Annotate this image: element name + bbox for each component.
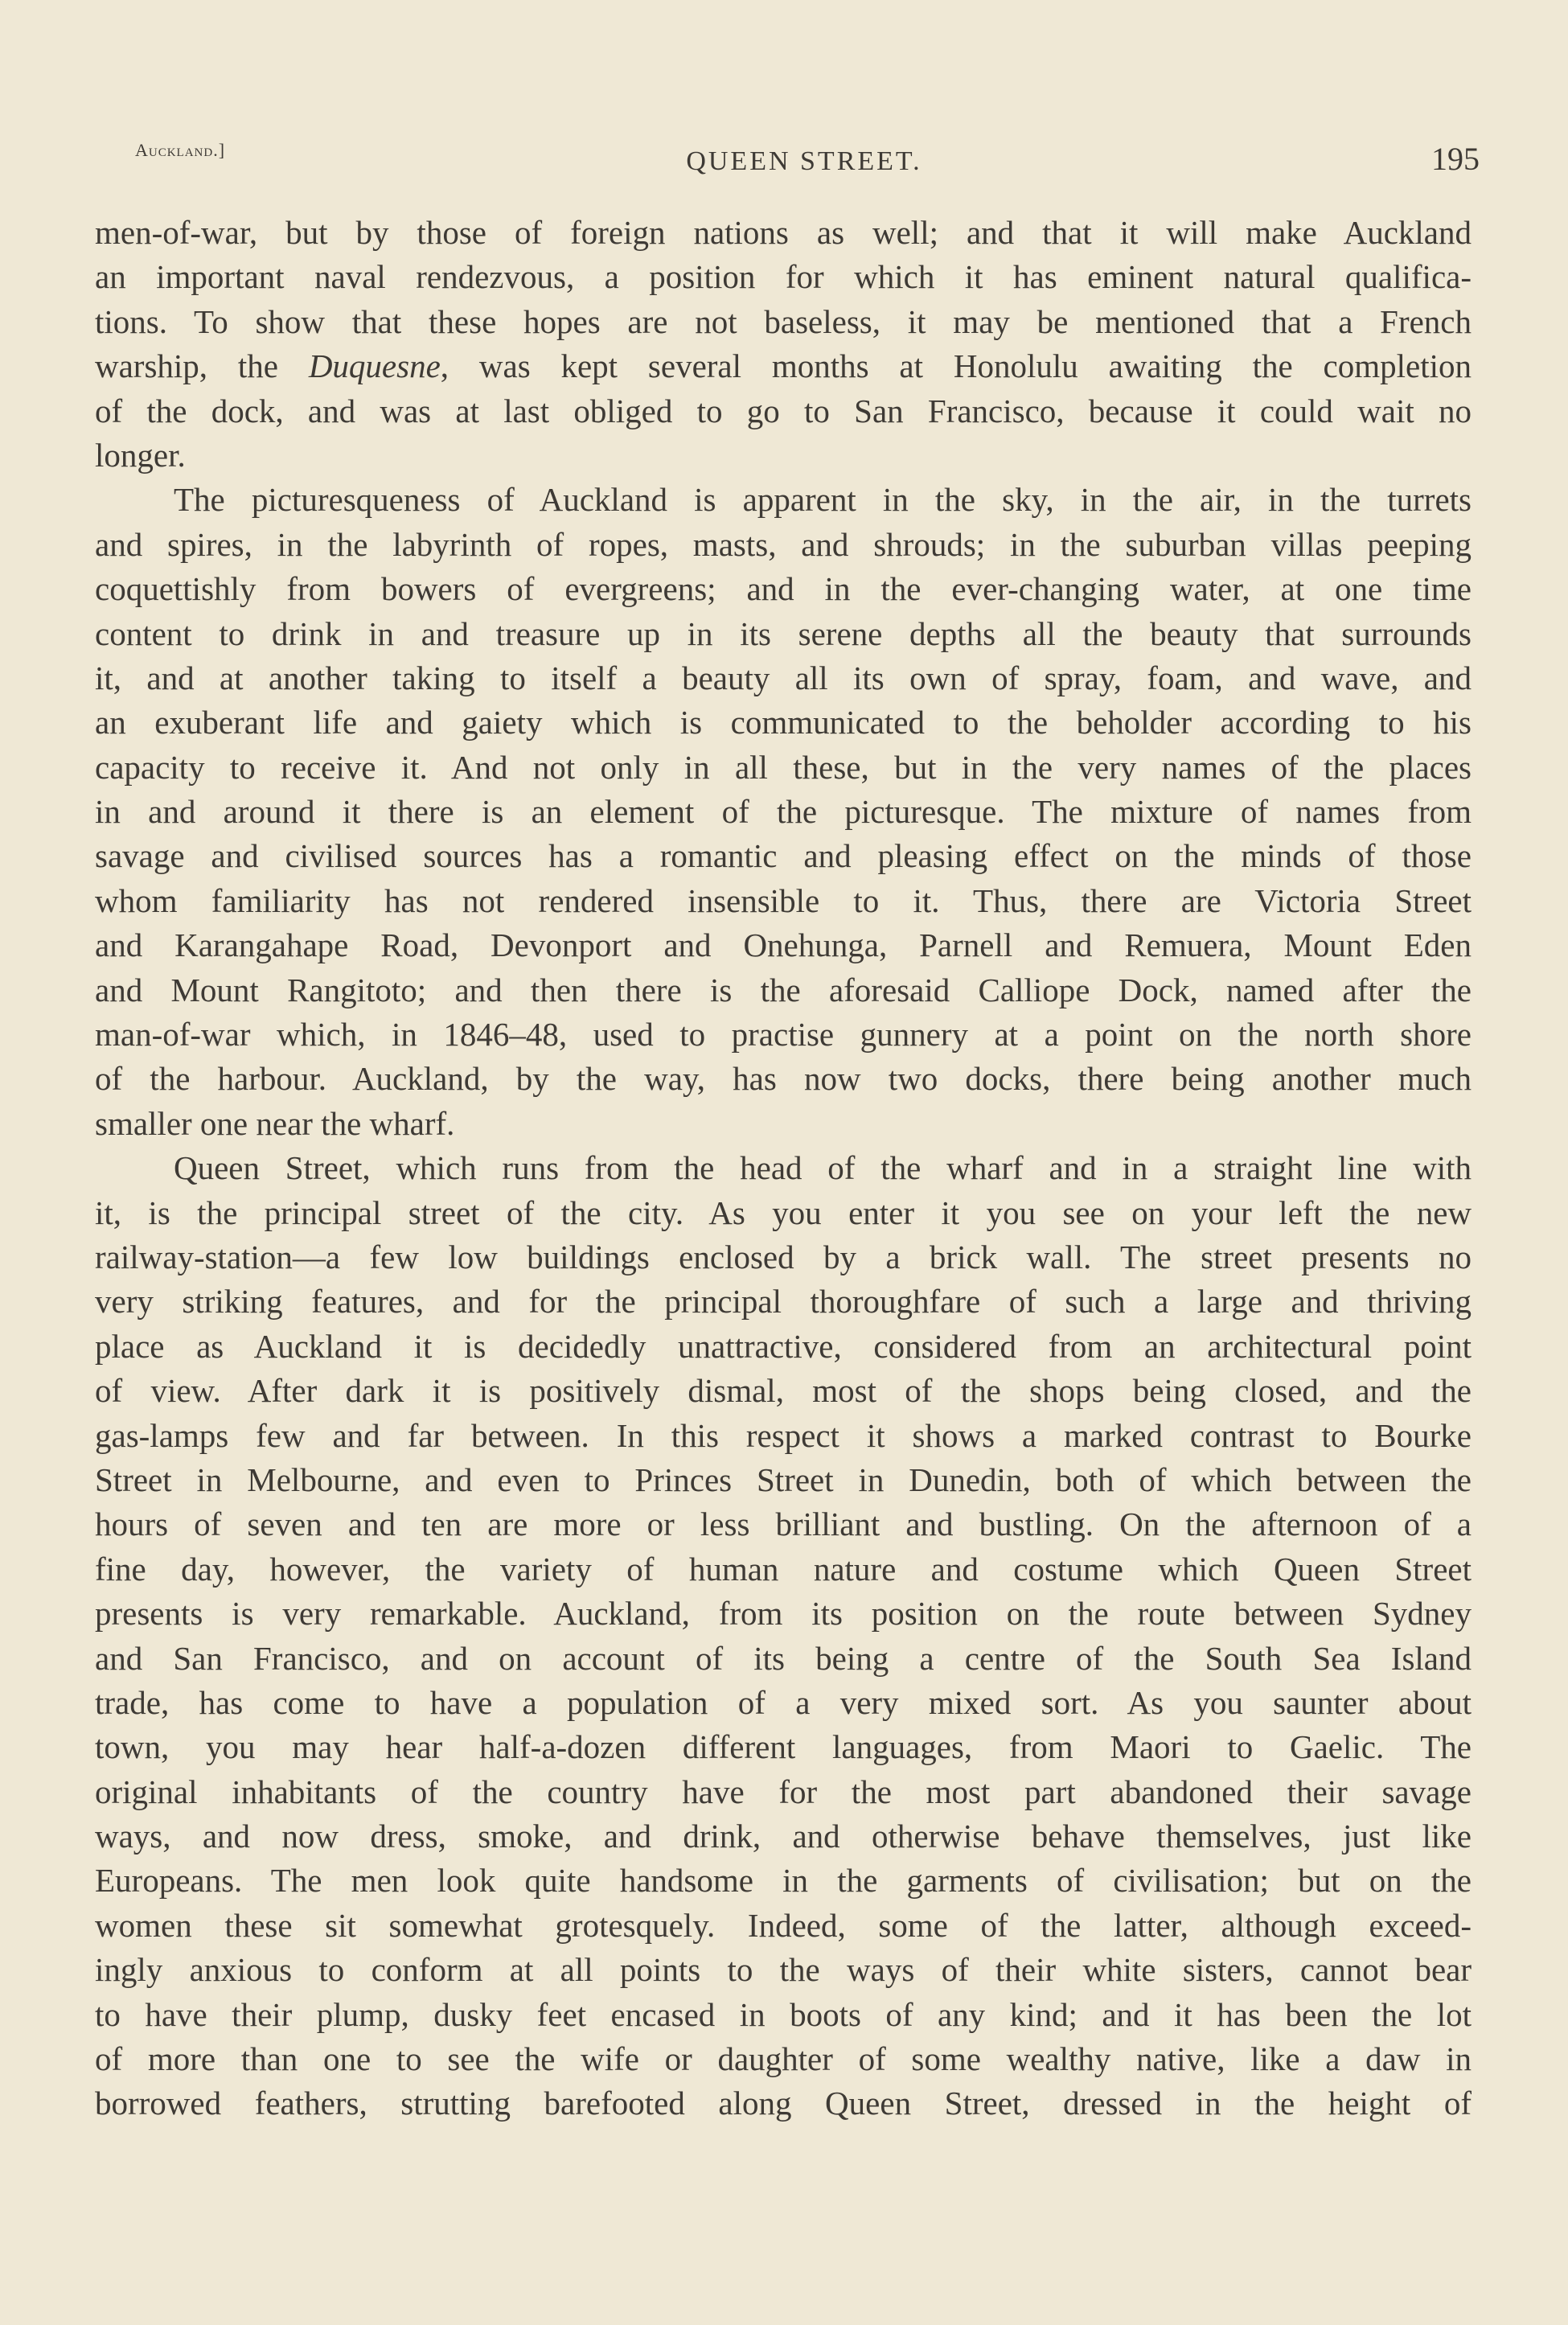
- text-line: trade, has come to have a population of a very mixed sort. As you saunter about: [95, 1683, 1472, 1721]
- text-line: place as Auckland it is decidedly unattractive, considered from an architectural point: [95, 1327, 1472, 1365]
- text-line: man-of-war which, in 1846–48, used to practise gunnery at a point on the north shore: [95, 1016, 1472, 1054]
- text-line: fine day, however, the variety of human nature and costume which Queen Street: [95, 1550, 1472, 1588]
- text-line: Street in Melbourne, and even to Princes Street in Dunedin, both of which between the: [95, 1460, 1472, 1498]
- text-line: content to drink in and treasure up in its serene depths all the beauty that surrounds: [95, 614, 1472, 652]
- page-number: 195: [1431, 141, 1480, 177]
- text-line: coquettishly from bowers of evergreens; and in the ever-changing water, at one time: [95, 570, 1472, 608]
- text-line: ways, and now dress, smoke, and drink, and otherwise behave themselves, just like: [95, 1818, 1472, 1855]
- text-line: Queen Street, which runs from the head of the wharf and in a straight line with: [174, 1149, 1472, 1187]
- text-line: and Mount Rangitoto; and then there is the aforesaid Calliope Dock, named after the: [95, 971, 1472, 1008]
- text-line: women these sit somewhat grotesquely. Indeed, some of the latter, although exceed-: [95, 1906, 1472, 1944]
- text-line: men-of-war, but by those of foreign nations as well; and that it will make Auckland: [95, 214, 1472, 251]
- body-text: [95, 211, 1472, 2126]
- text-line: to have their plump, dusky feet encased in boots of any kind; and it has been the lot: [95, 1995, 1472, 2033]
- text-line: an important naval rendezvous, a position for which it has eminent natural qualifica-: [95, 258, 1472, 296]
- text-line: gas-lamps few and far between. In this respect it shows a marked contrast to Bourke: [95, 1416, 1472, 1454]
- text-line: of the harbour. Auckland, by the way, has now two docks, there being another much: [95, 1060, 1472, 1098]
- text-line: whom familiarity has not rendered insensible to it. Thus, there are Victoria Street: [95, 881, 1472, 919]
- text-line: in and around it there is an element of the picturesque. The mixture of names from: [95, 793, 1472, 831]
- paragraph: [95, 1146, 1472, 2126]
- page-title: QUEEN STREET.: [686, 146, 922, 176]
- text-line: hours of seven and ten are more or less brilliant and bustling. On the afternoon of a: [95, 1505, 1472, 1543]
- text-line: smaller one near the wharf.: [95, 1104, 455, 1142]
- text-line: of the dock, and was at last obliged to go to San Francisco, because it could wait no: [95, 392, 1472, 429]
- text-line: presents is very remarkable. Auckland, from its position on the route between Sydney: [95, 1595, 1472, 1633]
- running-head: [96, 129, 1480, 185]
- text-line: original inhabitants of the country have for the most part abandoned their savage: [95, 1773, 1472, 1810]
- text-line: of more than one to see the wife or daughter of some wealthy native, like a daw in: [95, 2040, 1472, 2078]
- text-line: railway-station—a few low buildings enclosed by a brick wall. The street presents no: [95, 1238, 1472, 1275]
- ship-name: Duquesne: [308, 347, 441, 385]
- text-line: town, you may hear half-a-dozen different languages, from Maori to Gaelic. The: [95, 1728, 1472, 1766]
- text-line: it, is the principal street of the city. As you enter it you see on your left the new: [95, 1193, 1472, 1231]
- section-label: Auckland.]: [135, 140, 226, 160]
- text-line: an exuberant life and gaiety which is communicated to the beholder according to his: [95, 704, 1472, 741]
- text-line: and spires, in the labyrinth of ropes, masts, and shrouds; in the suburban villas peeping: [95, 525, 1472, 563]
- text-line: of view. After dark it is positively dismal, most of the shops being closed, and the: [95, 1372, 1472, 1410]
- text-line: Europeans. The men look quite handsome in the garments of civilisation; but on the: [95, 1862, 1472, 1900]
- text-line: capacity to receive it. And not only in all these, but in the very names of the places: [95, 748, 1472, 786]
- text-line: ingly anxious to conform at all points to the ways of their white sisters, cannot bear: [95, 1951, 1472, 1989]
- text-line: and Karangahape Road, Devonport and Onehunga, Parnell and Remuera, Mount Eden: [95, 926, 1472, 964]
- text-line: The picturesqueness of Auckland is apparent in the sky, in the air, in the turrets: [174, 481, 1472, 519]
- text-line: very striking features, and for the principal thoroughfare of such a large and thriving: [95, 1283, 1472, 1321]
- text-line: and San Francisco, and on account of its being a centre of the South Sea Island: [95, 1639, 1472, 1677]
- paragraph: [95, 478, 1472, 1146]
- text-line: borrowed feathers, strutting barefooted along Queen Street, dressed in the height of: [95, 2085, 1472, 2122]
- text-line: savage and civilised sources has a romantic and pleasing effect on the minds of those: [95, 837, 1472, 875]
- paragraph: [95, 211, 1472, 478]
- text-line: longer.: [95, 436, 186, 474]
- text-line: it, and at another taking to itself a beauty all its own of spray, foam, and wave, and: [95, 659, 1472, 696]
- text-line: warship, the Duquesne, was kept several months at Honolulu awaiting the completion: [95, 347, 1472, 385]
- text-line: tions. To show that these hopes are not baseless, it may be mentioned that a French: [95, 302, 1472, 340]
